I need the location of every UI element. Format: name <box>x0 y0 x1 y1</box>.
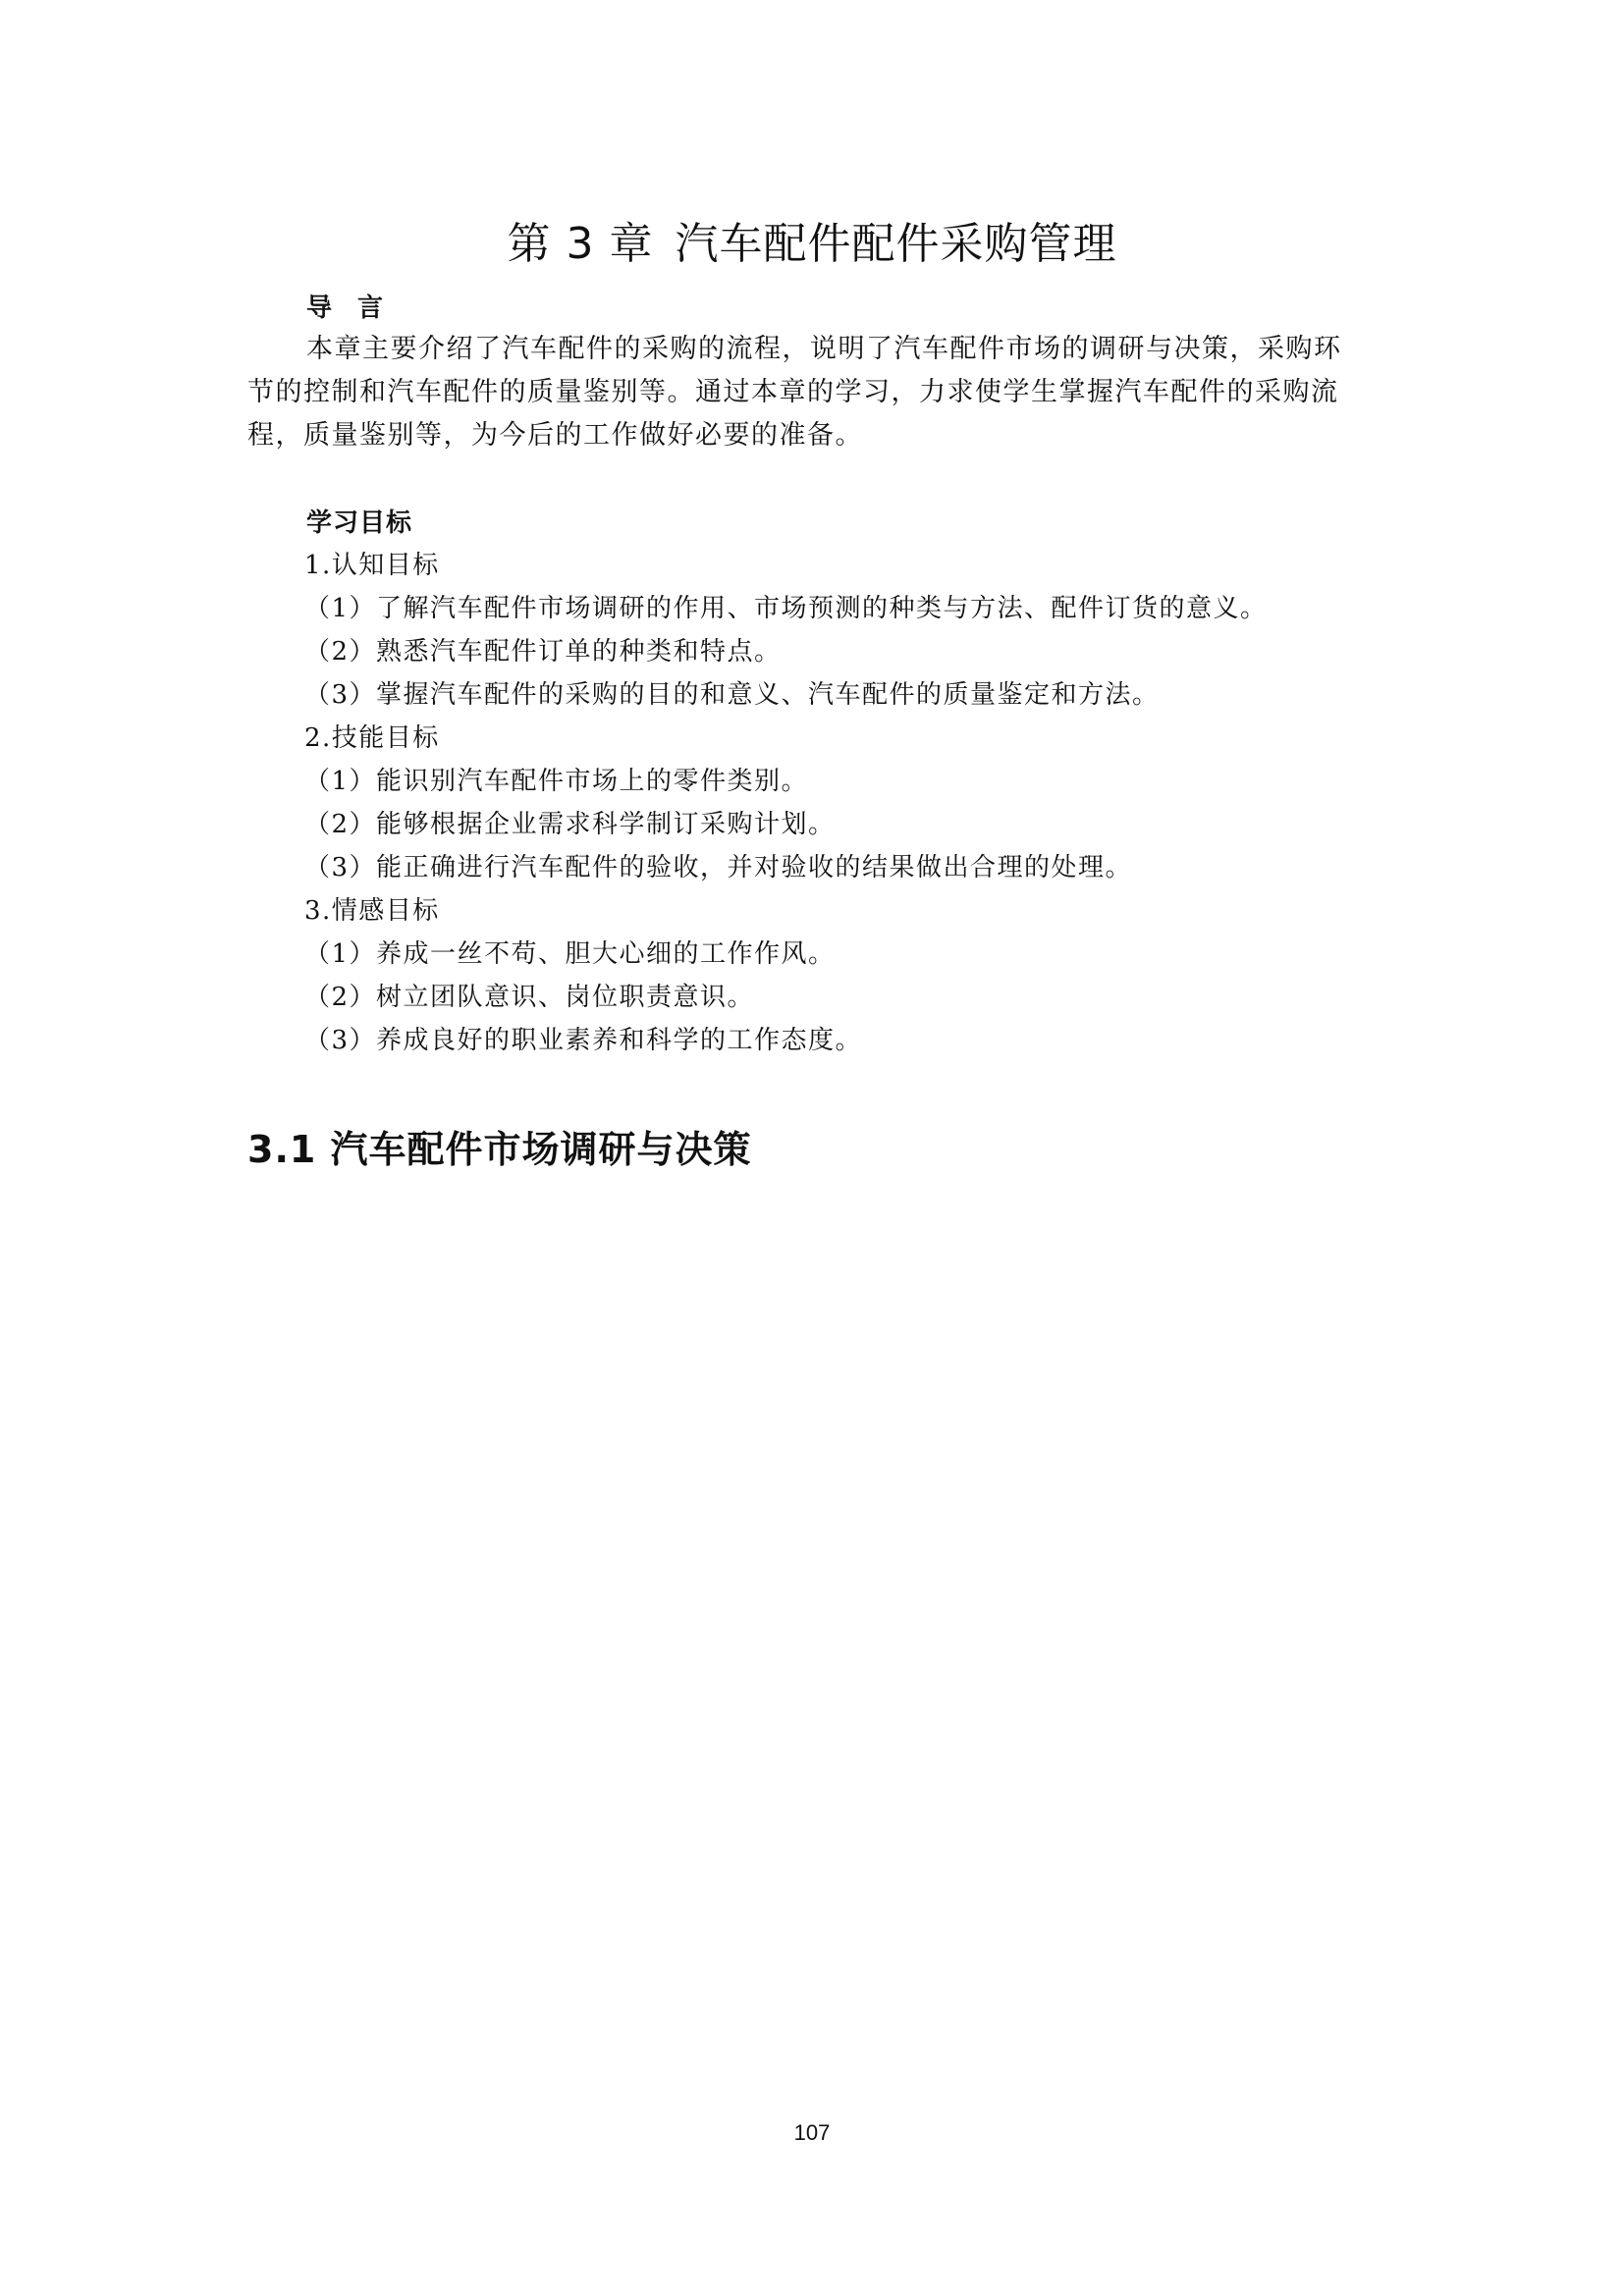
objective-group-title: 1.认知目标 <box>304 551 440 580</box>
page-number: 107 <box>793 2120 831 2145</box>
objective-item: （2）树立团队意识、岗位职责意识。 <box>304 983 755 1012</box>
intro-line: 程，质量鉴别等，为今后的工作做好必要的准备。 <box>247 420 863 451</box>
objective-item: （1）能识别汽车配件市场上的零件类别。 <box>304 767 809 796</box>
chapter-name: 汽车配件配件采购管理 <box>675 219 1117 269</box>
objective-item: （2）熟悉汽车配件订单的种类和特点。 <box>304 637 782 667</box>
intro-paragraph <box>247 328 1386 457</box>
objective-item: （3）养成良好的职业素养和科学的工作态度。 <box>304 1026 863 1055</box>
objective-item: （1）了解汽车配件市场调研的作用、市场预测的种类与方法、配件订货的意义。 <box>304 594 1268 623</box>
chapter-number: 第 3 章 <box>507 219 654 269</box>
objective-item: （2）能够根据企业需求科学制订采购计划。 <box>304 810 836 839</box>
chapter-title <box>0 208 1624 271</box>
intro-line: 本章主要介绍了汽车配件的采购的流程，说明了汽车配件市场的调研与决策，采购环 <box>306 334 1342 364</box>
objective-item: （3）能正确进行汽车配件的验收，并对验收的结果做出合理的处理。 <box>304 853 1133 882</box>
objectives-heading: 学习目标 <box>306 508 413 538</box>
objectives-list <box>304 544 1268 1062</box>
intro-heading: 导言 <box>306 294 409 323</box>
objective-item: （3）掌握汽车配件的采购的目的和意义、汽车配件的质量鉴定和方法。 <box>304 680 1160 710</box>
objective-group-title: 2.技能目标 <box>304 723 440 753</box>
objective-group-title: 3.情感目标 <box>304 896 440 926</box>
intro-line: 节的控制和汽车配件的质量鉴别等。通过本章的学习，力求使学生掌握汽车配件的采购流 <box>247 377 1339 407</box>
section-heading: 3.1 汽车配件市场调研与决策 <box>247 1128 752 1171</box>
objective-item: （1）养成一丝不苟、胆大心细的工作作风。 <box>304 939 836 969</box>
